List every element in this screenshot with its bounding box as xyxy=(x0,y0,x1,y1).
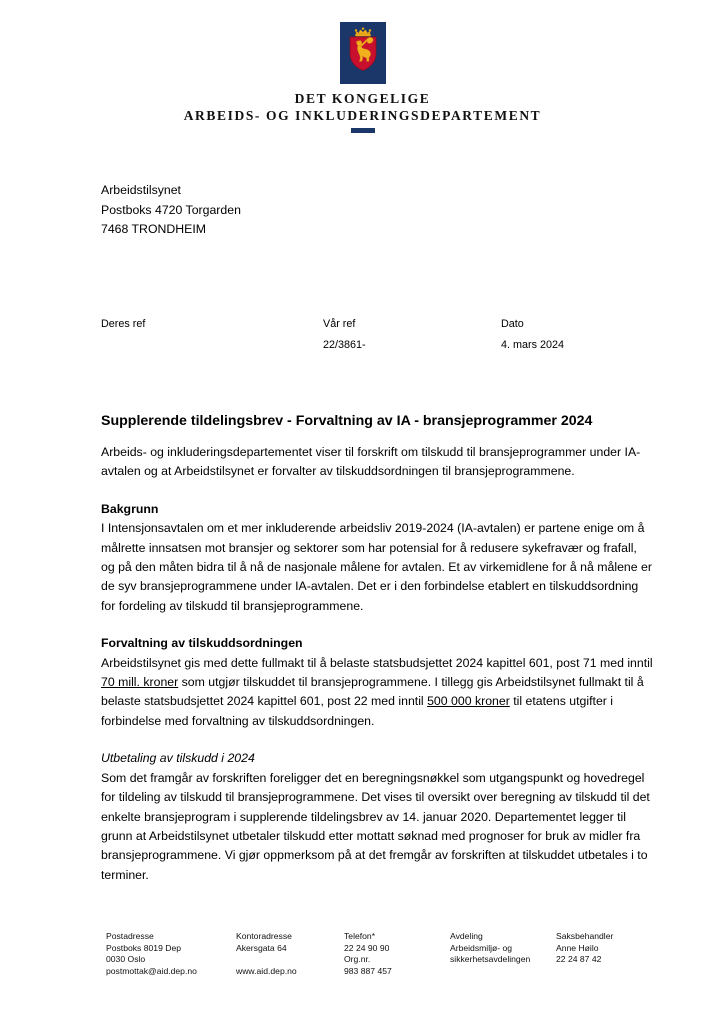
amount-500000-kroner: 500 000 kroner xyxy=(427,694,510,709)
footer-postadresse-line1: Postboks 8019 Dep xyxy=(106,942,182,953)
forvaltning-text-part2: som utgjør tilskuddet til bransjeprogrammene. I tillegg gis Arbeidstilsynet fullmakt til å belaste statsbudsjettet 2024 kapittel 601, post 22 med inntil xyxy=(101,675,644,709)
section-heading-utbetaling: Utbetaling av tilskudd i 2024 xyxy=(101,751,255,766)
deres-ref-label: Deres ref xyxy=(101,318,146,330)
amount-70-mill-kroner: 70 mill. kroner xyxy=(101,675,179,690)
footer-orgnr-label: Org.nr. xyxy=(344,954,371,965)
page-title: Supplerende tildelingsbrev - Forvaltning av IA - bransjeprogrammer 2024 xyxy=(101,413,593,429)
norwegian-royal-coat-of-arms-icon xyxy=(340,22,386,84)
footer-saksbehandler-name: Anne Høilo xyxy=(556,942,599,953)
section-body-bakgrunn: I Intensjonsavtalen om et mer inkluderende arbeidsliv 2019-2024 (IA-avtalen) er partene enige om å målrette innsatsen mot bransjer og sektorer som har potensial for å redusere sykefravær og frafall, og på den måten bidra til å nå de nasjonale målene for avtalen. Et av virkemidlene for å nå målene er de syv bransjeprogrammene under IA-avtalen. Det er i den forbindelse etablert en tilskuddsordning for fordeling av tilskudd til bransjeprogrammene. xyxy=(101,521,652,613)
section-body-utbetaling: Som det framgår av forskriften foreligger det en beregningsnøkkel som utgangspunkt og hovedregel for tildeling av tilskudd til bransjeprogrammene. Det vises til oversikt over beregning av tilskudd til det enkelte bransjeprogram i supplerende tildelingsbrev av 14. januar 2020. Departementet legger til grunn at Arbeidstilsynet utbetaler tilskudd etter mottatt søknad med prognoser for bruk av midler fra bransjeprogrammene. Vi gjør oppmerksom på at det fremgår av forskriften at tilskuddet utbetales i to terminer. xyxy=(101,770,650,882)
footer-column-kontoradresse xyxy=(236,931,341,977)
section-heading-bakgrunn: Bakgrunn xyxy=(101,501,159,516)
letterhead-bottom-rule xyxy=(351,128,375,133)
var-ref-value: 22/3861- xyxy=(323,339,366,351)
recipient-name: Arbeidstilsynet xyxy=(101,183,181,197)
footer-saksbehandler-heading: Saksbehandler xyxy=(556,931,614,941)
var-ref-column xyxy=(323,316,366,354)
dato-column xyxy=(501,316,564,354)
footer-column-telefon xyxy=(344,931,444,977)
footer-kontoradresse-heading: Kontoradresse xyxy=(236,931,292,941)
deres-ref-column xyxy=(101,316,145,337)
footer-kontoradresse-line1: Akersgata 64 xyxy=(236,942,287,953)
document-body xyxy=(101,443,653,885)
footer-avdeling-line2: sikkerhetsavdelingen xyxy=(450,954,531,965)
section-body-forvaltning xyxy=(101,654,653,732)
footer-telefon-heading: Telefon* xyxy=(344,931,376,941)
footer-postadresse-email[interactable]: postmottak@aid.dep.no xyxy=(106,965,197,976)
footer-kontoradresse-spacer xyxy=(236,954,341,966)
forvaltning-text-part3: til etatens utgifter i forbindelse med forvaltning av tilskuddsordningen. xyxy=(101,694,614,728)
crest-shield-svg xyxy=(346,26,380,72)
letterhead-text xyxy=(0,90,725,124)
recipient-street: Postboks 4720 Torgarden xyxy=(101,202,241,217)
footer-column-saksbehandler xyxy=(556,931,676,966)
section-heading-forvaltning: Forvaltning av tilskuddsordningen xyxy=(101,636,303,651)
recipient-city: 7468 TRONDHEIM xyxy=(101,222,207,236)
letterhead xyxy=(0,22,725,133)
var-ref-label: Vår ref xyxy=(323,318,356,330)
intro-paragraph: Arbeids- og inkluderingsdepartementet viser til forskrift om tilskudd til bransjeprogrammer under IA-avtalen og at Arbeidstilsynet er forvalter av tilskuddsordningen til bransjeprogrammene. xyxy=(101,445,641,479)
footer-avdeling-line1: Arbeidsmiljø- og xyxy=(450,942,513,953)
footer-postadresse-line2: 0030 Oslo xyxy=(106,954,146,965)
footer-kontoradresse-website[interactable]: www.aid.dep.no xyxy=(236,965,297,976)
dato-label: Dato xyxy=(501,318,524,330)
letterhead-line-royal: DET KONGELIGE xyxy=(294,91,431,106)
footer-postadresse-heading: Postadresse xyxy=(106,931,154,941)
recipient-address-block xyxy=(101,181,241,240)
footer-avdeling-heading: Avdeling xyxy=(450,931,483,941)
forvaltning-text-part1: Arbeidstilsynet gis med dette fullmakt til å belaste statsbudsjettet 2024 kapittel 601, post 71 med inntil xyxy=(101,655,653,670)
dato-value: 4. mars 2024 xyxy=(501,339,565,351)
footer-telefon-number: 22 24 90 90 xyxy=(344,942,390,953)
letterhead-line-ministry: ARBEIDS- OG INKLUDERINGSDEPARTEMENT xyxy=(183,108,542,123)
footer-saksbehandler-phone: 22 24 87 42 xyxy=(556,954,602,965)
footer-column-postadresse xyxy=(106,931,236,977)
footer-orgnr-value: 983 887 457 xyxy=(344,965,392,976)
